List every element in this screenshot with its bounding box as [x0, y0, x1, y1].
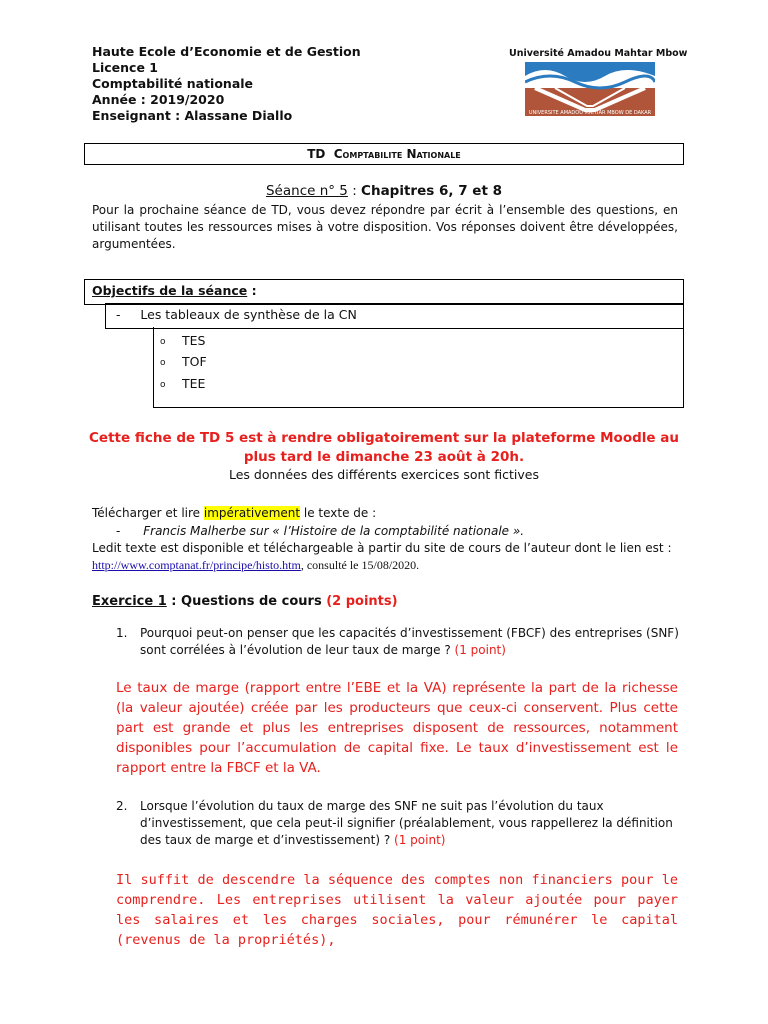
subitem-text: TOF [182, 354, 207, 369]
question-1 [116, 625, 696, 659]
subitem-text: TES [182, 333, 206, 348]
question-points: (1 point) [394, 833, 446, 847]
subitem-tes [160, 333, 205, 348]
title-word2: Nationale [406, 147, 461, 161]
link-line [92, 558, 419, 573]
session-label: Séance n° 5 [265, 183, 348, 199]
university-logo [525, 62, 655, 128]
level: Licence 1 [92, 60, 158, 75]
notice-line1: Cette fiche de TD 5 est à rendre obligatoirement sur la plateforme Moodle au [89, 430, 679, 446]
subitems-box [153, 327, 684, 408]
session-heading [0, 183, 768, 199]
academic-year: Année : 2019/2020 [92, 92, 225, 107]
download-item [116, 524, 524, 538]
question-number: 1. [116, 626, 128, 640]
objective-item [116, 307, 357, 322]
download-instruction [92, 506, 376, 520]
fictive-data-note: Les données des différents exercices sont fictives [228, 467, 539, 482]
availability-text: Ledit texte est disponible et téléchargeable à partir du site de cours de l’auteur dont le lien est : [92, 541, 672, 555]
download-item-text: Francis Malherbe sur « l’Histoire de la comptabilité nationale ». [143, 524, 525, 538]
exercise1-label: Exercice 1 [92, 594, 167, 609]
question-2 [116, 798, 696, 849]
objectives-title [92, 283, 257, 298]
subitem-tof [160, 354, 207, 369]
exercise1-points: (2 points) [326, 594, 398, 609]
deadline-notice [0, 429, 768, 467]
school-name: Haute Ecole d’Economie et de Gestion [92, 44, 361, 59]
download-post: le texte de : [300, 506, 377, 520]
exercise1-heading: Questions de cours [181, 594, 327, 609]
subitem-text: TEE [182, 376, 206, 391]
download-highlight: impérativement [203, 506, 301, 520]
course-name: Comptabilité nationale [92, 76, 254, 91]
objectives-title-text: Objectifs de la séance [92, 283, 248, 298]
question-text: Pourquoi peut-on penser que les capacités d’investissement (FBCF) des entreprises (SNF) sont corrélées à l’évolution de leur taux de marge ? [140, 626, 679, 657]
course-link[interactable]: http://www.comptanat.fr/principe/histo.htm [92, 558, 301, 572]
question-number: 2. [116, 799, 128, 813]
subitem-bullet: o [160, 379, 166, 390]
header-info [92, 44, 361, 124]
question-text: Lorsque l’évolution du taux de marge des SNF ne suit pas l’évolution du taux d’investissement, que cela peut-il signifier (préalablement, vous rappellerez la définition des taux de marge et d’investissement) ? [140, 799, 673, 847]
consulted-date: , consulté le 15/08/2020. [300, 558, 420, 572]
session-sep: : [347, 183, 362, 199]
title-word1: Comptabilite [333, 147, 403, 161]
answer-1: Le taux de marge (rapport entre l’EBE et la VA) représente la part de la richesse (la valeur ajoutée) créée par les producteurs que ceux-ci conservent. Plus cette part est grande et plus les entreprises disposent de ressources, notamment disponibles pour l’accumulation de capital fixe. Le taux d’investissement est le rapport entre la FBCF et la VA. [116, 680, 678, 776]
objective-bullet: - [116, 307, 121, 322]
download-bullet: - [116, 524, 121, 538]
subitem-bullet: o [160, 357, 166, 368]
university-name: Université Amadou Mahtar Mbow [509, 48, 688, 59]
document-title [84, 143, 684, 165]
objective-item-text: Les tableaux de synthèse de la CN [140, 307, 357, 322]
question-points: (1 point) [454, 643, 506, 657]
subitem-tee [160, 376, 205, 391]
answer-2: Il suffit de descendre la séquence des comptes non financiers pour le comprendre. Les entreprises utilisent la valeur ajoutée pour payer les salaires et les charges sociales, pour rémunérer le capital (revenus de la propriétés), [116, 872, 678, 948]
teacher: Enseignant : Alassane Diallo [92, 108, 293, 123]
notice-line2: plus tard le dimanche 23 août à 20h. [243, 449, 525, 465]
title-td: TD [307, 147, 326, 161]
download-pre: Télécharger et lire [92, 506, 204, 520]
session-chapters: Chapitres 6, 7 et 8 [361, 183, 502, 199]
intro-text: Pour la prochaine séance de TD, vous devez répondre par écrit à l’ensemble des questions, en utilisant toutes les ressources mises à votre disposition. Vos réponses doivent être développées, argumentées. [92, 203, 678, 251]
objectives-title-suffix: : [247, 283, 257, 298]
exercise1-title [92, 594, 398, 609]
subitem-bullet: o [160, 336, 166, 347]
logo-text: UNIVERSITE AMADOU MAHTAR MBOW DE DAKAR [528, 110, 652, 116]
exercise1-sep: : [166, 594, 182, 609]
